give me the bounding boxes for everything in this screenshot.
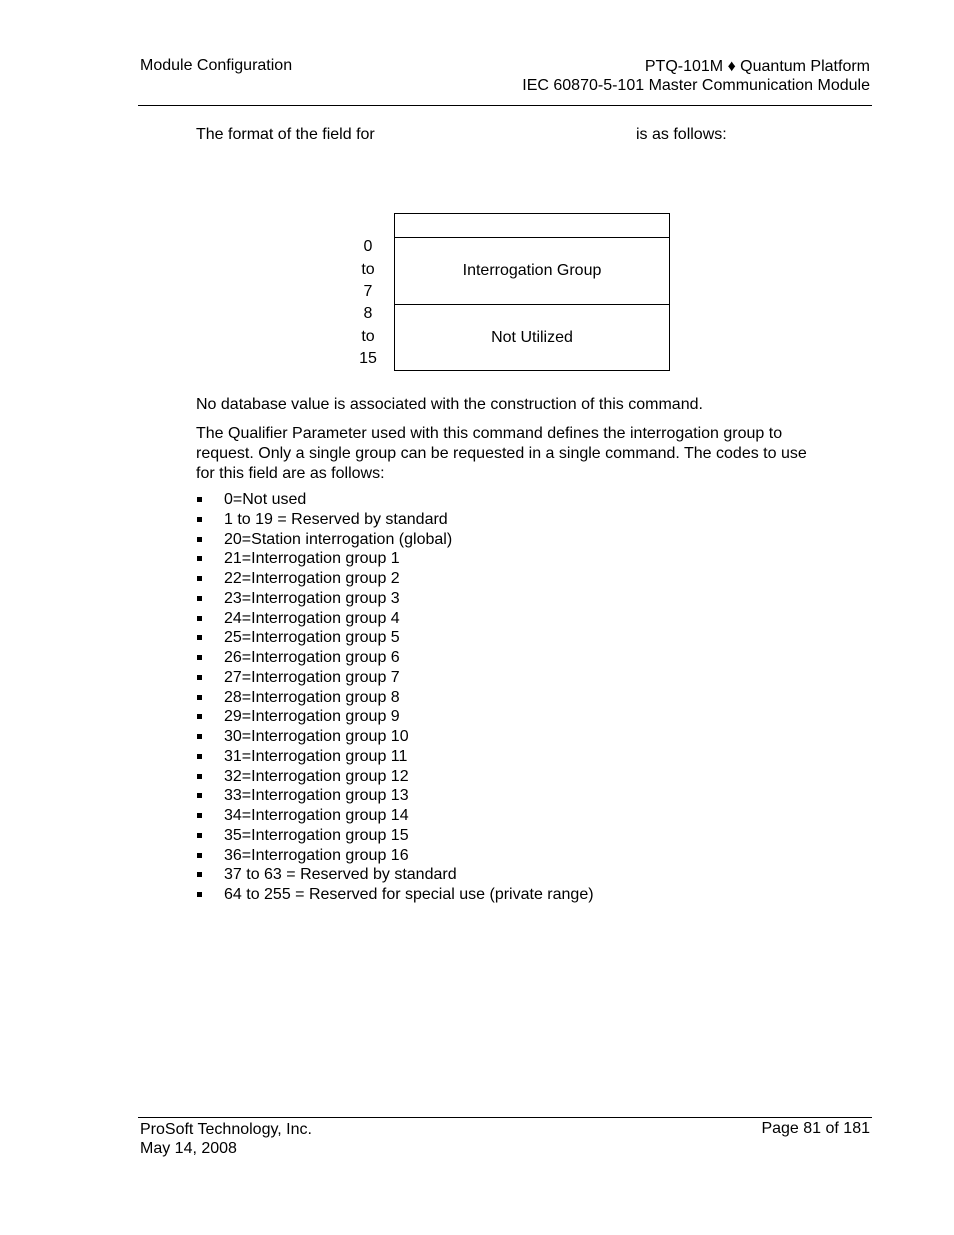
bit-label: 15 [359,350,377,367]
diagram-row-not-utilized [395,305,669,370]
list-item [196,549,594,569]
list-item [196,727,594,747]
footer-left [140,1120,312,1158]
list-item-text: 25=Interrogation group 5 [224,629,400,647]
bullet-square-icon [197,793,202,798]
list-item-text: 24=Interrogation group 4 [224,609,400,627]
list-item [196,707,594,727]
bullet-square-icon [197,655,202,660]
list-item [196,628,594,648]
list-item-text: 33=Interrogation group 13 [224,787,409,805]
header-product-block [522,57,870,95]
header-module: IEC 60870-5-101 Master Communication Module [522,77,870,94]
list-item [196,688,594,708]
bullet-square-icon [197,497,202,502]
list-item [196,865,594,885]
bullet-square-icon [197,517,202,522]
bullet-square-icon [197,853,202,858]
diagram-row-interrogation-group [395,238,669,305]
list-item [196,510,594,530]
bit-label: 8 [363,305,373,322]
bullet-square-icon [197,813,202,818]
list-item [196,668,594,688]
bullet-square-icon [197,754,202,759]
list-item-text: 34=Interrogation group 14 [224,807,409,824]
list-item-text: 1 to 19 = Reserved by standard [224,510,448,528]
bullet-square-icon [197,872,202,877]
list-item-text: 23=Interrogation group 3 [224,589,400,607]
bullet-square-icon [197,537,202,542]
bullet-square-icon [197,616,202,621]
bit-label: 0 [363,238,373,255]
bullet-square-icon [197,892,202,897]
list-item-text: 37 to 63 = Reserved by standard [224,866,457,884]
list-item [196,885,594,905]
header-section: Module Configuration [140,57,293,74]
list-item [196,490,594,510]
list-item [196,786,594,806]
list-item-text: 31=Interrogation group 11 [224,747,408,765]
header-product: PTQ-101M ♦ Quantum Platform [644,58,870,75]
list-item-text: 26=Interrogation group 6 [224,649,400,666]
bit-field-diagram [394,213,670,371]
bullet-square-icon [197,675,202,680]
list-item [196,589,594,609]
footer-date: May 14, 2008 [140,1140,237,1157]
bit-label: to [361,327,375,345]
intro-line [196,126,796,146]
list-item-text: 0=Not used [224,491,307,508]
list-item [196,806,594,826]
list-item [196,530,594,550]
diagram-row-label: Interrogation Group [462,262,602,279]
diagram-row-label: Not Utilized [491,328,573,346]
bullet-square-icon [197,635,202,640]
list-item [196,609,594,629]
bit-range-8-15 [348,303,388,371]
bullet-square-icon [197,734,202,739]
list-item [196,846,594,866]
bullet-square-icon [197,596,202,601]
list-item-text: 20=Station interrogation (global) [224,530,453,548]
bit-label: to [361,260,375,278]
list-item [196,648,594,668]
diagram-header-row [395,214,669,238]
list-item-text: 29=Interrogation group 9 [224,708,400,726]
list-item [196,747,594,767]
list-item-text: 22=Interrogation group 2 [224,570,400,587]
bullet-square-icon [197,714,202,719]
list-item [196,569,594,589]
footer-rule [138,1117,872,1118]
intro-after: is as follows: [636,126,727,143]
paragraph-qualifier: The Qualifier Parameter used with this command defines the interrogation group to request. Only a single group can be requested in a single command. The codes to use for this field are as follows: [196,425,807,482]
bullet-square-icon [197,774,202,779]
code-list [196,490,594,905]
list-item-text: 30=Interrogation group 10 [224,728,409,745]
list-item-text: 27=Interrogation group 7 [224,668,400,686]
list-item [196,826,594,846]
bullet-square-icon [197,695,202,700]
list-item-text: 21=Interrogation group 1 [224,550,400,568]
list-item-text: 28=Interrogation group 8 [224,688,400,706]
list-item-text: 64 to 255 = Reserved for special use (private range) [224,886,594,903]
bullet-square-icon [197,576,202,581]
footer-company: ProSoft Technology, Inc. [140,1121,312,1138]
list-item-text: 35=Interrogation group 15 [224,826,409,844]
list-item-text: 32=Interrogation group 12 [224,767,409,785]
header-rule [138,105,872,106]
bit-range-0-7 [348,236,388,304]
paragraph-database: No database value is associated with the construction of this command. [196,396,703,413]
bullet-square-icon [197,556,202,561]
footer-page-number: Page 81 of 181 [761,1120,870,1137]
intro-before: The format of the field for [196,126,375,143]
bit-label: 7 [363,283,373,300]
list-item [196,767,594,787]
list-item-text: 36=Interrogation group 16 [224,846,409,864]
bullet-square-icon [197,833,202,838]
